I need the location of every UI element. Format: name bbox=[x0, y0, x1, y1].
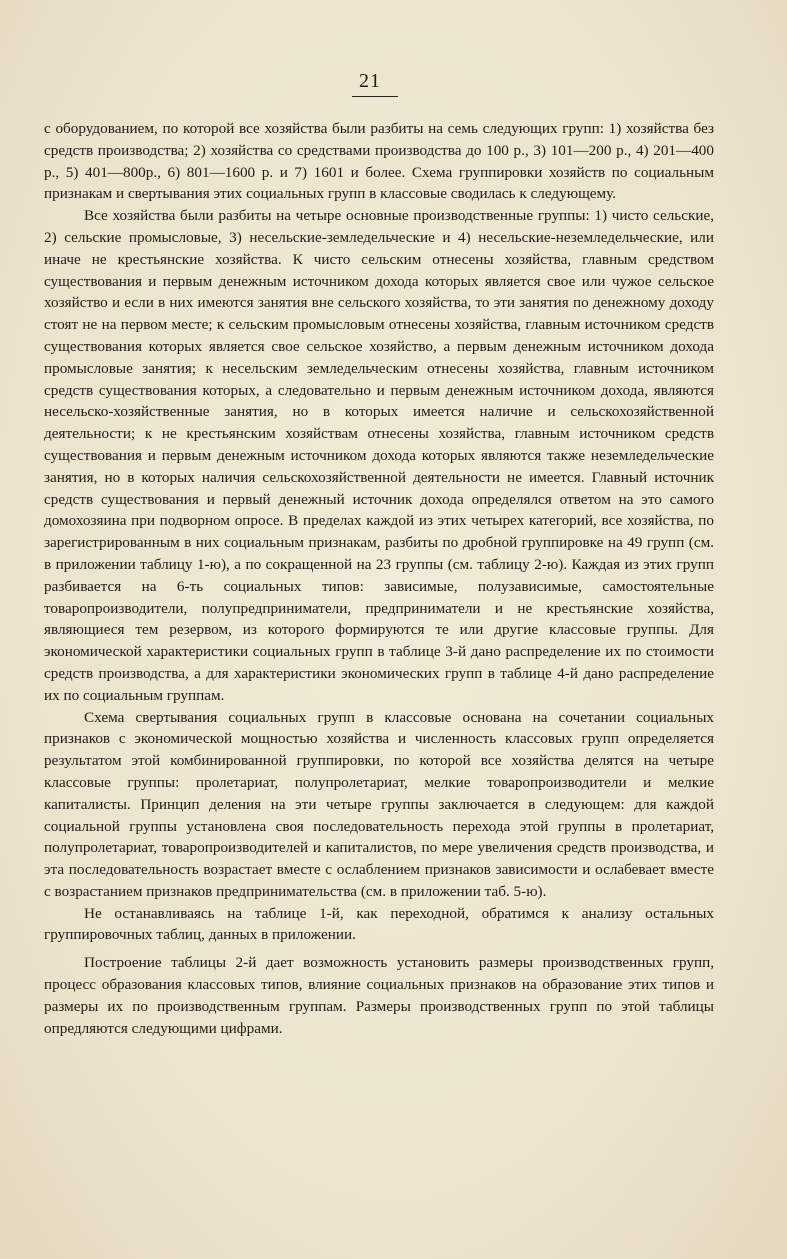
page-number-underline bbox=[352, 96, 398, 97]
page-number: 21 bbox=[359, 70, 381, 92]
paragraph-3: Схема свертывания социальных групп в классовые основана на сочетании социальных признаков с экономической мощностью хозяйства и численность классовых групп определяется результатом этой комбинированной группировки, по которой все хозяйства делятся на четыре классовые группы: пролетариат, полупролетариат, мелкие товаропроизводители и мелкие капиталисты. Принцип деления на эти четыре группы заключается в следующем: для каждой социальной группы установлена своя последовательность перехода этой группы в пролетариат, полупролетариат, товаропроизводителей и капиталистов, по мере увеличения средств производства, и эта последовательность возрастает вместе с ослаблением признаков зависимости и ослабевает вместе с возрастанием признаков предпринимательства (см. в приложении таб. 5-ю). bbox=[44, 708, 714, 900]
paragraph-4: Не останавливаясь на таблице 1-й, как переходной, обратимся к анализу остальных группировочных таблиц, данных в приложении. bbox=[44, 904, 714, 944]
paragraph-1: с оборудованием, по которой все хозяйства были разбиты на семь следующих групп: 1) хозяйства без средств производства; 2) хозяйства со средствами производства до 100 р., 3) 101—200 р., 4) 201—400 р., 5) 401—800р., 6) 801—1600 р. и 7) 1601 и более. Схема группировки хозяйств по социальным признакам и свертывания этих социальных групп в классовые сводилась к следующему. bbox=[44, 120, 714, 203]
paragraph-2: Все хозяйства были разбиты на четыре основные производственные группы: 1) чисто сельские, 2) сельские промысловые, 3) несельские-земледельческие и 4) несельские-неземледельческие, или иначе не крестьянские хозяйства. К чисто сельским отнесены хозяйства, главным средством существования и первым денежным источником дохода которых является свое или чужое сельское хозяйство и если в них имеются занятия вне сельского хозяйства, то эти занятия по денежному доходу стоят не на первом месте; к сельским промысловым отнесены хозяйства, главным источником средств существования которых является свое сельское хозяйство, а первым денежным источником дохода промысловые занятия; к несельским земледельческим отнесены хозяйства, главным источником средств существования которых, а следовательно и первым денежным источником дохода, являются несельско-хозяйственные занятия, но в которых имеется наличие и сельскохозяйственной деятельности; к не крестьянским хозяйствам отнесены хозяйства, главным источником средств существования и первым денежным источником дохода которых являются также неземледельческие занятия, но в которых наличия сельскохозяйственной деятельности не имеется. Главный источник средств существования и первый денежный источник дохода определялся ответом на это самого домохозяина при подворном опросе. В пределах каждой из этих четырех категорий, все хозяйства, по зарегистрированным в них социальным признакам, разбиты по дробной группировке на 49 групп (см. в приложении таблицу 1-ю), а по сокращенной на 23 группы (см. таблицу 2-ю). Каждая из этих групп разбивается на 6-ть социальных типов: зависимые, полузависимые, самостоятельные товаропроизводители, полупредприниматели, предприниматели и не крестьянские хозяйства, являющиеся тем резервом, из которого формируются те или другие классовые группы. Для экономической характеристики социальных групп в таблице 3-й дано распределение их по стоимости средств производства, а для характеристики экономических групп в таблице 4-й дано распределение их по социальным группам. bbox=[44, 207, 714, 704]
paragraph-5: Построение таблицы 2-й дает возможность установить размеры производственных групп, процесс образования классовых типов, влияние социальных признаков на образование этих типов и размеры их по производственным группам. Размеры производственных групп по этой таблицы опредляются следующими цифрами. bbox=[44, 954, 714, 1037]
body-text bbox=[44, 118, 714, 1039]
